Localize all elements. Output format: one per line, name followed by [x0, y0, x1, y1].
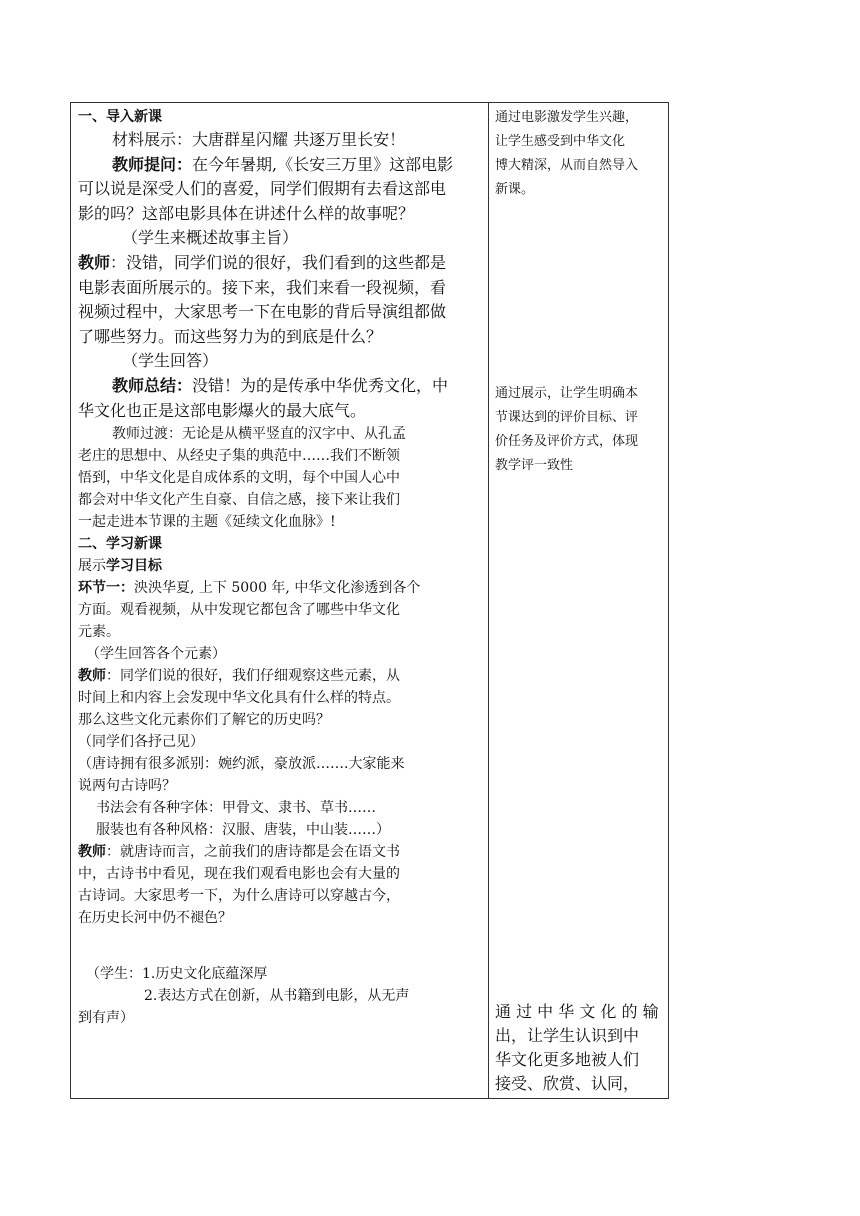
note-line: 通 过 中 华 文 化 的 输 [495, 1002, 659, 1021]
paragraph-line: 在历史长河中仍不褪色？ [78, 910, 232, 927]
paragraph-line: 中，古诗书中看见，现在我们观看电影也会有大量的 [78, 866, 400, 883]
student-answer-line: （学生：1.历史文化底蕴深厚 [86, 966, 268, 983]
text: 泱泱华夏, 上下 5000 年, 中华文化渗透到各个 [134, 580, 421, 597]
paragraph-line: 了哪些努力。而这些努力为的到底是什么？ [78, 326, 383, 346]
text: ：同学们说的很好，我们仔细观察这些元素，从 [106, 668, 400, 685]
paragraph-line [78, 153, 486, 178]
note-line: 接受、欣赏、认同， [495, 1074, 640, 1093]
speaker-label: 教师 [78, 252, 111, 272]
text: 展示 [78, 558, 106, 575]
spacer [78, 929, 486, 963]
paragraph-line: 悟到，中华文化是自成体系的文明，每个中国人心中 [78, 470, 400, 487]
paragraph-line: 元素。 [78, 624, 120, 641]
paragraph-line [78, 251, 486, 276]
paragraph-line: 可以说是深受人们的喜爱，同学们假期有去看这部电 [78, 179, 447, 199]
paragraph-line: 教师过渡：无论是从横平竖直的汉字中、从孔孟 [112, 426, 406, 443]
speaker-label: 教师提问： [112, 154, 193, 174]
speaker-label: 教师 [78, 844, 106, 861]
paragraph-line [78, 665, 486, 687]
design-intent-note-3 [495, 1000, 665, 1096]
paragraph-line: 都会对中华文化产生自豪、自信之感，接下来让我们 [78, 492, 400, 509]
paragraph-line [78, 555, 486, 577]
note-line: 出，让学生认识到中 [495, 1026, 640, 1045]
text: ：没错，同学们说的很好，我们看到的这些都是 [110, 252, 447, 272]
paragraph-line: 视频过程中，大家思考一下在电影的背后导演组都做 [78, 302, 447, 322]
note-line: 让学生感受到中华文化 [495, 134, 626, 149]
paragraph-line: 方面。观看视频，从中发现它都包含了哪些中华文化 [78, 602, 400, 619]
paragraph-line: 华文化也正是这部电影爆火的最大底气。 [78, 400, 367, 420]
paragraph-line: 电影表面所展示的。接下来，我们来看一段视频，看 [78, 277, 447, 297]
paragraph-line: 说两句古诗吗？ [78, 778, 176, 795]
student-response: （学生回答） [122, 351, 219, 371]
material-line: 材料展示：大唐群星闪耀 共逐万里长安！ [112, 130, 406, 149]
paragraph-line: 老庄的思想中、从经史子集的典范中……我们不断领 [78, 448, 400, 465]
paragraph-line: 古诗词。大家思考一下，为什么唐诗可以穿越古今， [78, 888, 400, 905]
note-line: 华文化更多地被人们 [495, 1050, 640, 1069]
paragraph-line: 时间上和内容上会发现中华文化具有什么样的特点。 [78, 690, 400, 707]
section-heading: 二、学习新课 [78, 536, 162, 553]
paragraph-line: （唐诗拥有很多派别：婉约派，豪放派…….大家能来 [78, 756, 405, 773]
section-heading: 一、导入新课 [78, 109, 162, 125]
note-line: 通过展示，让学生明确本 [495, 386, 639, 401]
paragraph-line [78, 577, 486, 599]
student-answer-line: 到有声） [78, 1010, 134, 1027]
speaker-label: 教师 [78, 668, 106, 685]
note-line: 教学评一致性 [495, 458, 574, 473]
speaker-label: 教师总结： [112, 375, 193, 395]
paragraph-line [78, 374, 486, 399]
paragraph-line [78, 841, 486, 863]
text: ：就唐诗而言，之前我们的唐诗都是会在语文书 [106, 844, 400, 861]
paragraph-line: 那么这些文化元素你们了解它的历史吗？ [78, 712, 330, 729]
paragraph-line: 影的吗？这部电影具体在讲述什么样的故事呢？ [78, 203, 415, 223]
student-response: （同学们各抒己见） [78, 734, 204, 751]
column-divider [488, 102, 489, 1099]
paragraph-line: 服装也有各种风格：汉服、唐装，中山装……） [96, 822, 390, 839]
design-intent-note-2 [495, 382, 665, 478]
student-response: （学生回答各个元素） [86, 646, 226, 663]
speaker-label: 环节一： [78, 580, 134, 597]
note-line: 博大精深，从而自然导入 [495, 158, 639, 173]
text: 在今年暑期,《长安三万里》这部电影 [192, 154, 454, 174]
note-line: 节课达到的评价目标、评 [495, 410, 639, 425]
student-response: （学生来概述故事主旨） [122, 228, 299, 248]
teaching-process-column [78, 106, 486, 1029]
student-answer-line: 2.表达方式在创新，从书籍到电影，从无声 [144, 988, 410, 1005]
note-line: 通过电影激发学生兴趣， [495, 110, 639, 125]
note-line: 新课。 [495, 182, 535, 197]
text: 没错！为的是传承中华优秀文化，中 [192, 375, 449, 395]
bold-text: 学习目标 [106, 558, 162, 575]
note-line: 价任务及评价方式，体现 [495, 434, 639, 449]
paragraph-line: 书法会有各种字体：甲骨文、隶书、草书…… [96, 800, 376, 817]
paragraph-line: 一起走进本节课的主题《延续文化血脉》! [78, 514, 336, 531]
design-intent-note-1 [495, 106, 665, 202]
